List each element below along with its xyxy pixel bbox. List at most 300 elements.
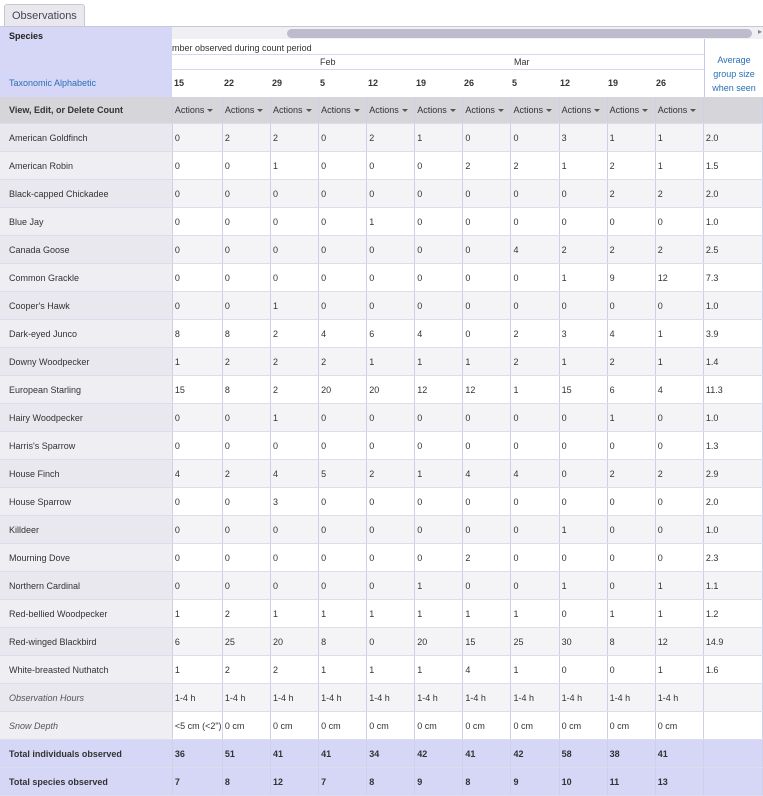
count-cell: 0 (271, 236, 319, 264)
average-cell: 11.3 (703, 376, 762, 404)
count-cell: 2 (367, 460, 415, 488)
count-cell: 1 (172, 600, 222, 628)
caret-down-icon (642, 109, 648, 112)
count-cell: 0 (222, 264, 270, 292)
date-header: 26 (464, 78, 475, 88)
total-species-row-cell: 10 (559, 768, 607, 796)
scrollbar-thumb[interactable] (287, 29, 752, 38)
total-individuals-row-cell: 51 (222, 740, 270, 768)
actions-dropdown-button[interactable] (369, 105, 408, 115)
count-cell: 0 (271, 432, 319, 460)
scroll-right-arrow-icon[interactable]: ▸ (757, 27, 762, 36)
count-cell: 0 (319, 208, 367, 236)
count-cell: 2 (655, 460, 703, 488)
count-cell: 2 (655, 236, 703, 264)
count-cell: 0 (319, 180, 367, 208)
count-cell: 0 (367, 544, 415, 572)
table-row (0, 320, 763, 348)
count-cell: 0 (319, 264, 367, 292)
count-cell: 0 (463, 432, 511, 460)
count-cell: 1 (655, 600, 703, 628)
count-cell: 0 (511, 516, 559, 544)
count-cell: 2 (222, 600, 270, 628)
count-cell: 0 (607, 544, 655, 572)
count-cell: 2 (607, 460, 655, 488)
count-cell: 0 (172, 572, 222, 600)
average-cell: 1.0 (703, 516, 762, 544)
count-cell: 0 (367, 292, 415, 320)
count-cell: 0 (559, 544, 607, 572)
table-row (0, 152, 763, 180)
count-cell: 0 (172, 152, 222, 180)
actions-button-label: Actions (609, 105, 640, 115)
count-cell: 2 (655, 180, 703, 208)
count-cell: 0 (511, 180, 559, 208)
total-species-row-cell: 8 (367, 768, 415, 796)
count-cell: 0 (319, 488, 367, 516)
count-cell: 0 (511, 264, 559, 292)
species-name: European Starling (0, 376, 172, 404)
count-cell: 4 (463, 656, 511, 684)
count-cell: 0 (607, 488, 655, 516)
count-cell: 0 (271, 208, 319, 236)
count-cell: 0 (559, 460, 607, 488)
actions-cell (655, 97, 703, 124)
total-species-row-cell: 9 (415, 768, 463, 796)
total-individuals-row-avg-cell (703, 740, 762, 768)
count-cell: 0 (463, 572, 511, 600)
count-cell: 1 (607, 124, 655, 152)
actions-dropdown-button[interactable] (562, 105, 601, 115)
average-cell: 2.5 (703, 236, 762, 264)
count-cell: 4 (463, 460, 511, 488)
count-cell: 0 (559, 292, 607, 320)
date-header: 12 (560, 78, 571, 88)
total-species-row-cell: 13 (655, 768, 703, 796)
count-cell: 1 (271, 152, 319, 180)
count-cell: 0 (172, 208, 222, 236)
actions-row-label: View, Edit, or Delete Count (0, 97, 172, 124)
count-cell: 1 (415, 348, 463, 376)
total-species-row-cell: 8 (222, 768, 270, 796)
count-cell: 2 (271, 656, 319, 684)
count-cell: 1 (559, 152, 607, 180)
count-cell: 3 (559, 320, 607, 348)
count-cell: 0 (607, 432, 655, 460)
snow-depth-row-cell: 0 cm (415, 712, 463, 740)
count-cell: 20 (271, 628, 319, 656)
count-cell: 2 (511, 320, 559, 348)
avg-header-line: when seen (712, 83, 756, 93)
header-divider (172, 54, 704, 55)
count-cell: 0 (222, 404, 270, 432)
table-row (0, 656, 763, 684)
count-cell: 1 (367, 656, 415, 684)
count-cell: 1 (463, 348, 511, 376)
total-individuals-row-cell: 41 (319, 740, 367, 768)
species-heading: Species (9, 31, 44, 41)
table-row (0, 292, 763, 320)
count-cell: 2 (511, 152, 559, 180)
count-cell: 0 (511, 124, 559, 152)
count-cell: 0 (415, 292, 463, 320)
count-cell: 0 (319, 544, 367, 572)
count-cell: 0 (559, 404, 607, 432)
average-cell: 1.0 (703, 404, 762, 432)
average-group-size-header[interactable] (704, 39, 763, 97)
count-cell: 0 (172, 488, 222, 516)
total-species-row-cell: 7 (172, 768, 222, 796)
species-name: Harris's Sparrow (0, 432, 172, 460)
caret-down-icon (402, 109, 408, 112)
count-cell: 0 (655, 404, 703, 432)
species-header (0, 27, 172, 97)
snow-depth-row-avg-cell (703, 712, 762, 740)
average-cell: 1.0 (703, 208, 762, 236)
count-cell: 0 (222, 544, 270, 572)
snow-depth-row-cell: 0 cm (222, 712, 270, 740)
tab-bar (0, 0, 763, 27)
count-cell: 0 (172, 516, 222, 544)
observation-hours-row (0, 684, 763, 712)
count-cell: 1 (415, 656, 463, 684)
count-cell: 2 (222, 348, 270, 376)
count-cell: 1 (367, 208, 415, 236)
count-cell: 1 (655, 348, 703, 376)
actions-cell (415, 97, 463, 124)
count-cell: 0 (607, 516, 655, 544)
actions-dropdown-button[interactable] (610, 105, 649, 115)
count-cell: 0 (463, 292, 511, 320)
count-cell: 9 (607, 264, 655, 292)
count-cell: 0 (319, 124, 367, 152)
count-cell: 0 (463, 208, 511, 236)
actions-cell (271, 97, 319, 124)
observation-hours-row-cell: 1-4 h (559, 684, 607, 712)
count-cell: 0 (172, 236, 222, 264)
caret-down-icon (306, 109, 312, 112)
count-cell: 0 (415, 516, 463, 544)
count-cell: 0 (415, 152, 463, 180)
table-row (0, 488, 763, 516)
count-cell: 0 (559, 208, 607, 236)
caret-down-icon (546, 109, 552, 112)
count-cell: 2 (463, 544, 511, 572)
total-species-row-label: Total species observed (0, 768, 172, 796)
count-cell: 1 (463, 600, 511, 628)
average-cell: 2.0 (703, 124, 762, 152)
count-cell: 1 (271, 600, 319, 628)
count-cell: 2 (607, 348, 655, 376)
count-cell: 0 (655, 432, 703, 460)
table-row (0, 124, 763, 152)
count-cell: 0 (222, 516, 270, 544)
count-cell: 0 (655, 544, 703, 572)
snow-depth-row-cell: 0 cm (367, 712, 415, 740)
total-species-row-cell: 7 (319, 768, 367, 796)
count-period-caption: mber observed during count period (172, 43, 312, 53)
tab-observations[interactable]: Observations (4, 4, 85, 27)
count-cell: 0 (319, 404, 367, 432)
horizontal-scrollbar[interactable] (172, 27, 763, 39)
snow-depth-row (0, 712, 763, 740)
count-cell: 0 (415, 404, 463, 432)
count-cell: 20 (367, 376, 415, 404)
average-cell: 1.2 (703, 600, 762, 628)
count-cell: 0 (655, 208, 703, 236)
count-cell: 0 (463, 124, 511, 152)
count-cell: 1 (319, 600, 367, 628)
actions-dropdown-button[interactable] (321, 105, 360, 115)
count-cell: 0 (319, 292, 367, 320)
caret-down-icon (354, 109, 360, 112)
count-cell: 0 (559, 180, 607, 208)
observation-hours-row-cell: 1-4 h (607, 684, 655, 712)
total-individuals-row-cell: 41 (463, 740, 511, 768)
species-name: Red-bellied Woodpecker (0, 600, 172, 628)
species-name: Mourning Dove (0, 544, 172, 572)
count-cell: 0 (222, 292, 270, 320)
table-row (0, 180, 763, 208)
count-cell: 5 (319, 460, 367, 488)
actions-cell (511, 97, 559, 124)
count-cell: 2 (607, 180, 655, 208)
total-species-row (0, 768, 763, 796)
count-cell: 2 (319, 348, 367, 376)
count-cell: 1 (607, 404, 655, 432)
avg-header-line: group size (713, 69, 755, 79)
count-cell: 3 (559, 124, 607, 152)
snow-depth-row-cell: 0 cm (319, 712, 367, 740)
count-cell: 4 (511, 236, 559, 264)
month-label-mar: Mar (514, 57, 530, 67)
count-cell: 1 (415, 460, 463, 488)
caret-down-icon (207, 109, 213, 112)
count-cell: 1 (559, 572, 607, 600)
caret-down-icon (690, 109, 696, 112)
count-cell: 1 (511, 600, 559, 628)
count-cell: 0 (511, 572, 559, 600)
date-header: 22 (224, 78, 235, 88)
species-name: Black-capped Chickadee (0, 180, 172, 208)
count-cell: 12 (463, 376, 511, 404)
count-cell: 8 (172, 320, 222, 348)
actions-avg-cell (703, 97, 762, 124)
count-cell: 0 (415, 432, 463, 460)
actions-cell (559, 97, 607, 124)
total-species-row-cell: 11 (607, 768, 655, 796)
month-label-feb: Feb (320, 57, 336, 67)
total-species-row-cell: 9 (511, 768, 559, 796)
date-header: 5 (512, 78, 518, 88)
count-cell: 0 (271, 572, 319, 600)
count-cell: 15 (463, 628, 511, 656)
count-cell: 0 (172, 124, 222, 152)
count-cell: 1 (559, 348, 607, 376)
actions-button-label: Actions (657, 105, 688, 115)
average-cell: 14.9 (703, 628, 762, 656)
total-individuals-row (0, 740, 763, 768)
count-cell: 0 (172, 292, 222, 320)
count-cell: 0 (463, 488, 511, 516)
snow-depth-row-label: Snow Depth (0, 712, 172, 740)
count-cell: 1 (415, 572, 463, 600)
date-header: 15 (174, 78, 185, 88)
average-cell: 1.4 (703, 348, 762, 376)
total-individuals-row-cell: 41 (655, 740, 703, 768)
count-cell: 2 (271, 124, 319, 152)
count-cell: 2 (463, 152, 511, 180)
count-cell: 0 (222, 432, 270, 460)
count-cell: 0 (172, 180, 222, 208)
count-cell: 1 (271, 404, 319, 432)
count-cell: 2 (607, 236, 655, 264)
count-cell: 1 (655, 124, 703, 152)
count-cell: 0 (271, 180, 319, 208)
snow-depth-row-cell: <5 cm (<2") (172, 712, 222, 740)
count-cell: 12 (415, 376, 463, 404)
count-cell: 8 (222, 320, 270, 348)
average-cell: 2.0 (703, 180, 762, 208)
observation-hours-row-cell: 1-4 h (172, 684, 222, 712)
count-cell: 0 (463, 236, 511, 264)
count-cell: 1 (319, 656, 367, 684)
actions-cell (222, 97, 270, 124)
count-cell: 0 (415, 544, 463, 572)
actions-dropdown-button[interactable] (465, 105, 504, 115)
count-cell: 0 (367, 516, 415, 544)
table-row (0, 264, 763, 292)
count-cell: 0 (415, 264, 463, 292)
actions-cell (172, 97, 222, 124)
count-cell: 25 (511, 628, 559, 656)
count-cell: 0 (463, 264, 511, 292)
date-header: 12 (368, 78, 379, 88)
actions-dropdown-button[interactable] (513, 105, 552, 115)
count-cell: 4 (415, 320, 463, 348)
count-cell: 0 (222, 236, 270, 264)
count-cell: 0 (415, 208, 463, 236)
species-name: Downy Woodpecker (0, 348, 172, 376)
average-cell: 1.6 (703, 656, 762, 684)
observation-hours-row-cell: 1-4 h (655, 684, 703, 712)
actions-dropdown-button[interactable] (273, 105, 312, 115)
count-cell: 0 (511, 404, 559, 432)
count-cell: 0 (415, 488, 463, 516)
species-name: White-breasted Nuthatch (0, 656, 172, 684)
snow-depth-row-cell: 0 cm (607, 712, 655, 740)
count-cell: 1 (415, 124, 463, 152)
average-cell: 7.3 (703, 264, 762, 292)
observation-hours-row-cell: 1-4 h (511, 684, 559, 712)
date-header: 29 (272, 78, 283, 88)
count-cell: 1 (655, 572, 703, 600)
count-cell: 0 (607, 572, 655, 600)
count-cell: 2 (222, 460, 270, 488)
count-cell: 2 (511, 348, 559, 376)
date-header: 19 (608, 78, 619, 88)
actions-cell (463, 97, 511, 124)
count-cell: 2 (271, 320, 319, 348)
total-individuals-row-cell: 58 (559, 740, 607, 768)
count-cell: 6 (367, 320, 415, 348)
count-cell: 0 (271, 264, 319, 292)
count-cell: 0 (367, 152, 415, 180)
count-cell: 0 (367, 180, 415, 208)
average-cell: 2.0 (703, 488, 762, 516)
total-individuals-row-cell: 41 (271, 740, 319, 768)
observations-panel (0, 26, 763, 792)
count-cell: 1 (271, 292, 319, 320)
average-cell: 1.5 (703, 152, 762, 180)
count-cell: 0 (367, 264, 415, 292)
actions-dropdown-button[interactable] (175, 105, 214, 115)
observation-hours-row-cell: 1-4 h (222, 684, 270, 712)
species-name: Hairy Woodpecker (0, 404, 172, 432)
count-cell: 0 (415, 180, 463, 208)
count-cell: 4 (271, 460, 319, 488)
actions-cell (607, 97, 655, 124)
species-name: Dark-eyed Junco (0, 320, 172, 348)
species-name: Northern Cardinal (0, 572, 172, 600)
count-cell: 0 (655, 292, 703, 320)
species-name: House Finch (0, 460, 172, 488)
count-cell: 0 (319, 432, 367, 460)
count-cell: 1 (172, 656, 222, 684)
caret-down-icon (498, 109, 504, 112)
total-individuals-row-cell: 36 (172, 740, 222, 768)
observation-hours-row-cell: 1-4 h (415, 684, 463, 712)
count-cell: 1 (367, 600, 415, 628)
count-cell: 2 (222, 124, 270, 152)
count-cell: 0 (222, 488, 270, 516)
actions-button-label: Actions (417, 105, 447, 115)
count-cell: 0 (319, 236, 367, 264)
total-individuals-row-label: Total individuals observed (0, 740, 172, 768)
actions-dropdown-button[interactable] (658, 105, 697, 115)
actions-dropdown-button[interactable] (417, 105, 456, 115)
snow-depth-row-cell: 0 cm (559, 712, 607, 740)
average-cell: 1.0 (703, 292, 762, 320)
count-cell: 0 (559, 432, 607, 460)
table-row (0, 572, 763, 600)
count-cell: 0 (319, 516, 367, 544)
count-cell: 0 (222, 572, 270, 600)
count-cell: 20 (415, 628, 463, 656)
count-cell: 12 (655, 264, 703, 292)
count-cell: 1 (655, 656, 703, 684)
table-row (0, 348, 763, 376)
sort-taxonomic-alphabetic-link[interactable]: Taxonomic Alphabetic (9, 78, 97, 88)
actions-dropdown-button[interactable] (225, 105, 264, 115)
count-cell: 2 (271, 376, 319, 404)
count-cell: 0 (511, 432, 559, 460)
count-cell: 0 (607, 292, 655, 320)
count-cell: 0 (367, 236, 415, 264)
count-cell: 1 (172, 348, 222, 376)
species-name: Killdeer (0, 516, 172, 544)
count-cell: 12 (655, 628, 703, 656)
total-individuals-row-cell: 38 (607, 740, 655, 768)
caret-down-icon (257, 109, 263, 112)
count-cell: 0 (367, 628, 415, 656)
observation-hours-row-cell: 1-4 h (319, 684, 367, 712)
count-cell: 0 (271, 516, 319, 544)
count-cell: 1 (559, 264, 607, 292)
average-cell: 1.3 (703, 432, 762, 460)
count-cell: 4 (511, 460, 559, 488)
table-row (0, 460, 763, 488)
